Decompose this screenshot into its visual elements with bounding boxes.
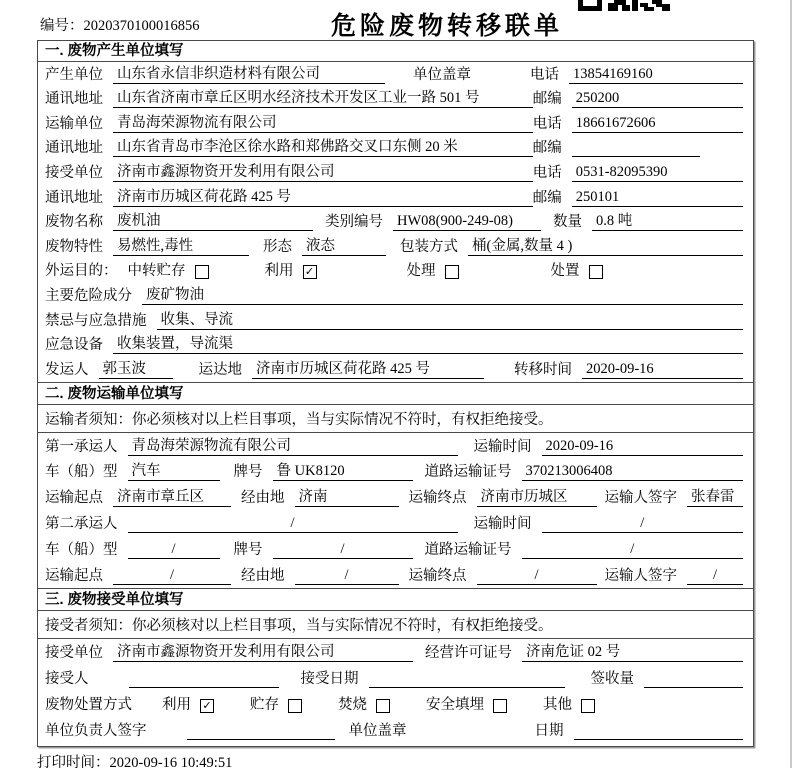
plate-value-empty: / — [273, 541, 413, 559]
waste-name-value: 废机油 — [113, 209, 313, 231]
zip-value: 250101 — [572, 189, 743, 207]
print-time-label: 打印时间： — [37, 755, 110, 768]
destination-value: 济南市历城区荷花路 425 号 — [252, 357, 484, 379]
acceptor-label: 接受人 — [45, 670, 89, 687]
carrier-value-empty: / — [128, 515, 458, 533]
checkbox-dispose[interactable] — [589, 265, 603, 279]
plate-label: 牌号 — [233, 464, 263, 481]
road-license-value: 370213006408 — [522, 463, 744, 481]
vehicle-type-label: 车（船）型 — [45, 541, 118, 558]
option-label: 利用 — [162, 696, 191, 713]
carrier-label: 第二承运人 — [45, 515, 118, 532]
responsible-sign-value-empty — [187, 723, 335, 740]
road-license-label: 道路运输证号 — [424, 541, 512, 558]
address-label: 通讯地址 — [45, 140, 103, 157]
option-landfill — [426, 693, 507, 714]
row-transporter-address — [38, 136, 753, 161]
option-utilize — [265, 259, 317, 280]
address-label: 通讯地址 — [45, 91, 103, 108]
row-receiver-address — [38, 185, 753, 210]
date-label: 日期 — [534, 722, 564, 739]
vehicle-type-value-empty: / — [128, 541, 220, 559]
option-transfer-storage — [128, 259, 209, 280]
category-value: HW08(900-249-08) — [393, 213, 541, 231]
road-license-label: 道路运输证号 — [424, 464, 512, 481]
hazard-value: 废矿物油 — [142, 283, 743, 305]
carrier-label: 第一承运人 — [45, 438, 118, 455]
serial-label: 编号： — [40, 18, 84, 34]
row-waste-name — [38, 210, 753, 235]
character-value: 易燃性,毒性 — [113, 234, 249, 256]
producer-label: 产生单位 — [45, 66, 103, 83]
phone-group — [533, 112, 743, 133]
phone-label: 电话 — [530, 66, 559, 83]
transporter-value: 青岛海荣源物流有限公司 — [113, 111, 533, 133]
row-route-2 — [38, 562, 753, 588]
zip-group — [533, 186, 743, 207]
section-producer — [38, 41, 753, 382]
row-producer-address — [38, 87, 753, 112]
section3-header: 三. 废物接受单位填写 — [38, 588, 753, 611]
checkbox-transfer-storage[interactable] — [195, 265, 209, 279]
row-first-carrier — [38, 433, 753, 459]
page-title: 危险废物转移联单 — [331, 12, 564, 40]
option-label: 安全填埋 — [426, 696, 484, 713]
origin-label: 运输起点 — [45, 567, 103, 584]
qr-code-fragment-icon — [578, 0, 670, 11]
row-acceptor — [38, 665, 753, 691]
section-transport — [38, 382, 753, 588]
transport-time-label: 运输时间 — [473, 515, 532, 532]
vehicle-type-label: 车（船）型 — [45, 464, 118, 481]
address-value: 济南市历城区荷花路 425 号 — [113, 185, 533, 207]
row-hazard-component — [38, 283, 753, 308]
option-storage — [250, 693, 302, 714]
serial-number-line — [40, 14, 200, 35]
transporter-notice: 运输者须知：你必须核对以上栏目事项，当与实际情况不符时，有权拒绝接受。 — [38, 405, 753, 433]
option-treat — [407, 259, 459, 280]
option-label: 贮存 — [250, 696, 279, 713]
accept-unit-label: 接受单位 — [45, 644, 103, 661]
receiver-label: 接受单位 — [45, 164, 103, 181]
phone-group — [530, 63, 743, 84]
zip-group — [533, 87, 743, 108]
checkbox-disposal-utilize[interactable]: ✓ — [200, 699, 214, 713]
address-label: 通讯地址 — [45, 189, 103, 206]
phone-value: 13854169160 — [569, 66, 743, 84]
option-other — [543, 693, 595, 714]
row-vehicle-1 — [38, 459, 753, 485]
page-edge-line — [790, 0, 792, 768]
via-label: 经由地 — [241, 567, 285, 584]
row-emergency-equipment — [38, 333, 753, 358]
zip-value: 250200 — [572, 90, 743, 108]
category-label: 类别编号 — [325, 214, 383, 231]
option-label: 中转贮存 — [127, 263, 186, 280]
zip-label: 邮编 — [532, 140, 562, 157]
origin-value-empty: / — [113, 567, 231, 585]
row-second-carrier — [38, 510, 753, 536]
row-producer — [38, 62, 753, 87]
row-outbound-purpose — [38, 259, 753, 284]
checkbox-utilize[interactable]: ✓ — [303, 265, 317, 279]
phone-group — [533, 161, 743, 182]
origin-value: 济南市章丘区 — [113, 485, 231, 507]
packing-value: 桶(金属,数量 4 ) — [468, 234, 743, 256]
origin-label: 运输起点 — [45, 490, 103, 507]
accept-date-value-empty — [369, 671, 565, 688]
row-vehicle-2 — [38, 536, 753, 562]
taboo-label: 禁忌与应急措施 — [45, 312, 147, 329]
signed-qty-value-empty — [644, 671, 743, 688]
form-value: 液态 — [302, 234, 386, 256]
option-dispose — [551, 259, 603, 280]
endpoint-label: 运输终点 — [408, 490, 467, 507]
packing-label: 包装方式 — [400, 238, 458, 255]
endpoint-value: 济南市历城区 — [477, 485, 597, 507]
row-disposal-method — [38, 691, 753, 717]
checkbox-disposal-landfill[interactable] — [493, 699, 507, 713]
responsible-sign-label: 单位负责人签字 — [45, 722, 147, 739]
quantity-value: 0.8 吨 — [592, 209, 743, 231]
unit-seal-label: 单位盖章 — [348, 722, 407, 739]
row-route-1 — [38, 484, 753, 510]
signed-qty-label: 签收量 — [590, 670, 634, 687]
via-value: 济南 — [295, 485, 399, 507]
shipper-value: 郭玉波 — [99, 357, 173, 379]
zip-value-empty — [572, 140, 700, 157]
transporter-label: 运输单位 — [45, 115, 103, 132]
plate-label: 牌号 — [233, 541, 263, 558]
producer-value: 山东省永信非织造材料有限公司 — [113, 62, 385, 84]
purpose-label: 外运目的： — [45, 263, 118, 280]
permit-value: 济南危证 02 号 — [522, 640, 743, 662]
carrier-sign-value: 张春雷 — [687, 485, 743, 507]
date-value-empty — [574, 723, 744, 740]
form-label: 形态 — [263, 238, 292, 255]
serial-value: 2020370100016856 — [83, 18, 200, 34]
plate-value: 鲁 UK8120 — [273, 459, 413, 481]
row-responsible-sign — [38, 717, 753, 743]
carrier-sign-label: 运输人签字 — [604, 490, 677, 507]
road-license-value-empty: / — [522, 541, 744, 559]
phone-label: 电话 — [532, 115, 562, 132]
carrier-value: 青岛海荣源物流有限公司 — [128, 434, 458, 456]
phone-value: 0531-82095390 — [572, 164, 743, 182]
endpoint-value-empty: / — [477, 567, 597, 585]
phone-label: 电话 — [532, 164, 562, 181]
taboo-value: 收集、导流 — [157, 308, 744, 330]
accept-date-label: 接受日期 — [300, 670, 359, 687]
section2-header: 二. 废物运输单位填写 — [38, 382, 753, 405]
checkbox-treat[interactable] — [445, 265, 459, 279]
acceptor-value-empty — [129, 671, 279, 688]
row-shipper — [38, 357, 753, 382]
row-transporter — [38, 111, 753, 136]
zip-group — [533, 136, 743, 157]
address-value: 山东省青岛市李沧区徐水路和郑佛路交叉口东侧 20 米 — [113, 135, 533, 157]
phone-value: 18661672606 — [572, 115, 743, 133]
address-value: 山东省济南市章丘区明水经济技术开发区工业一路 501 号 — [113, 86, 533, 108]
option-incinerate — [338, 693, 390, 714]
section-receiver — [38, 588, 753, 743]
print-time-value: 2020-09-16 10:49:51 — [109, 755, 233, 768]
option-label: 焚烧 — [338, 696, 367, 713]
transfer-date-label: 转移时间 — [514, 361, 572, 378]
receiver-value: 济南市鑫源物资开发利用有限公司 — [113, 160, 533, 182]
quantity-label: 数量 — [553, 214, 582, 231]
permit-label: 经营许可证号 — [425, 644, 512, 661]
zip-label: 邮编 — [532, 189, 562, 206]
zip-label: 邮编 — [532, 91, 562, 108]
option-label: 处理 — [406, 263, 436, 280]
destination-label: 运达地 — [198, 361, 242, 378]
hazard-label: 主要危险成分 — [45, 287, 132, 304]
checkbox-disposal-storage[interactable] — [288, 699, 302, 713]
shipper-label: 发运人 — [45, 361, 89, 378]
vehicle-type-value: 汽车 — [128, 459, 220, 481]
carrier-sign-label: 运输人签字 — [604, 567, 677, 584]
row-receiver — [38, 160, 753, 185]
character-label: 废物特性 — [45, 238, 103, 255]
row-waste-character — [38, 234, 753, 259]
checkbox-disposal-incinerate[interactable] — [376, 699, 390, 713]
option-label: 处置 — [550, 263, 580, 280]
option-label: 其他 — [543, 696, 572, 713]
form-box — [37, 40, 754, 747]
transfer-date-value: 2020-09-16 — [582, 361, 743, 379]
section1-header: 一. 废物产生单位填写 — [38, 41, 753, 62]
receiver-notice: 接受者须知：你必须核对以上栏目事项，当与实际情况不符时，有权拒绝接受。 — [38, 611, 753, 639]
via-label: 经由地 — [241, 490, 285, 507]
transport-time-value: 2020-09-16 — [542, 438, 744, 456]
row-accept-unit — [38, 639, 753, 665]
equipment-label: 应急设备 — [45, 337, 103, 354]
seal-label: 单位盖章 — [413, 66, 471, 83]
option-utilize — [162, 693, 214, 714]
carrier-sign-value-empty: / — [687, 567, 743, 585]
print-time-line — [37, 751, 232, 768]
option-label: 利用 — [264, 263, 294, 280]
transport-time-value-empty: / — [542, 515, 744, 533]
via-value-empty: / — [295, 567, 399, 585]
disposal-label: 废物处置方式 — [45, 696, 132, 713]
endpoint-label: 运输终点 — [408, 567, 467, 584]
equipment-value: 收集装置，导流渠 — [113, 332, 743, 354]
transport-time-label: 运输时间 — [473, 438, 532, 455]
checkbox-disposal-other[interactable] — [581, 699, 595, 713]
row-taboo-measures — [38, 308, 753, 333]
accept-unit-value: 济南市鑫源物资开发利用有限公司 — [113, 640, 413, 662]
waste-name-label: 废物名称 — [45, 214, 103, 231]
